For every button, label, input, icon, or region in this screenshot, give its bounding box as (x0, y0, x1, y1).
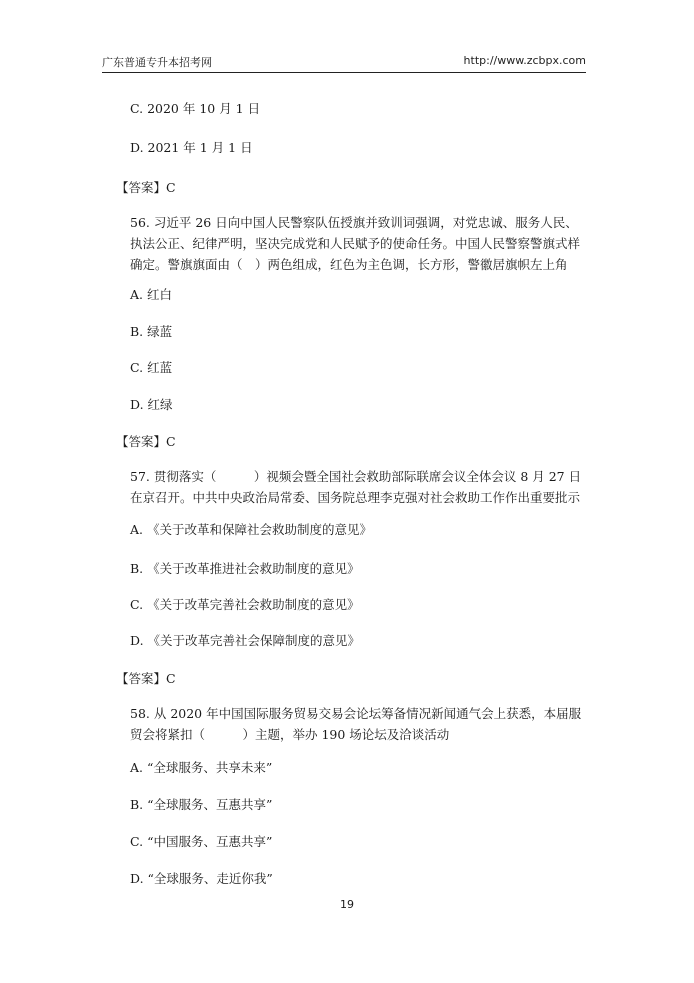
q58-option-d: D. “全球服务、走近你我” (130, 871, 273, 886)
q57-question: 57. 贯彻落实（ ）视频会暨全国社会救助部际联席会议全体会议 8 月 27 日在京召开。中共中央政治局常委、国务院总理李克强对社会救助工作作出重要批示 (130, 469, 582, 505)
q55-option-c: C. 2020 年 10 月 1 日 (130, 101, 261, 116)
header-url: http://www.zcbpx.com (463, 54, 586, 67)
q55-answer: 【答案】C (116, 180, 176, 195)
header-site-name: 广东普通专升本招考网 (102, 56, 212, 69)
q57-option-d: D. 《关于改革完善社会保障制度的意见》 (130, 633, 361, 648)
q57-option-c: C. 《关于改革完善社会救助制度的意见》 (130, 597, 360, 612)
q56-option-d: D. 红绿 (130, 397, 173, 412)
q58-option-b: B. “全球服务、互惠共享” (130, 797, 273, 812)
q56-option-b: B. 绿蓝 (130, 324, 173, 339)
q56-answer: 【答案】C (116, 434, 176, 449)
q57-answer: 【答案】C (116, 671, 176, 686)
q56-option-c: C. 红蓝 (130, 360, 173, 375)
q56-option-a: A. 红白 (130, 287, 172, 302)
q57-option-a: A. 《关于改革和保障社会救助制度的意见》 (130, 522, 372, 537)
q58-question: 58. 从 2020 年中国国际服务贸易交易会论坛筹备情况新闻通气会上获悉，本届服贸会将紧扣（ ）主题，举办 190 场论坛及洽谈活动 (130, 706, 582, 742)
q55-option-d: D. 2021 年 1 月 1 日 (130, 140, 253, 155)
page-number: 19 (340, 898, 354, 911)
q57-option-b: B. 《关于改革推进社会救助制度的意见》 (130, 561, 360, 576)
page-header (102, 54, 586, 73)
q58-option-c: C. “中国服务、互惠共享” (130, 834, 273, 849)
q56-question: 56. 习近平 26 日向中国人民警察队伍授旗并致训词强调，对党忠诚、服务人民、执法公正、纪律严明，坚决完成党和人民赋予的使命任务。中国人民警察警旗式样确定。警旗旗面由（ ）两色组成，红色为主色调，长方形，警徽居旗帜左上角 (130, 215, 581, 272)
q58-option-a: A. “全球服务、共享未来” (130, 760, 273, 775)
